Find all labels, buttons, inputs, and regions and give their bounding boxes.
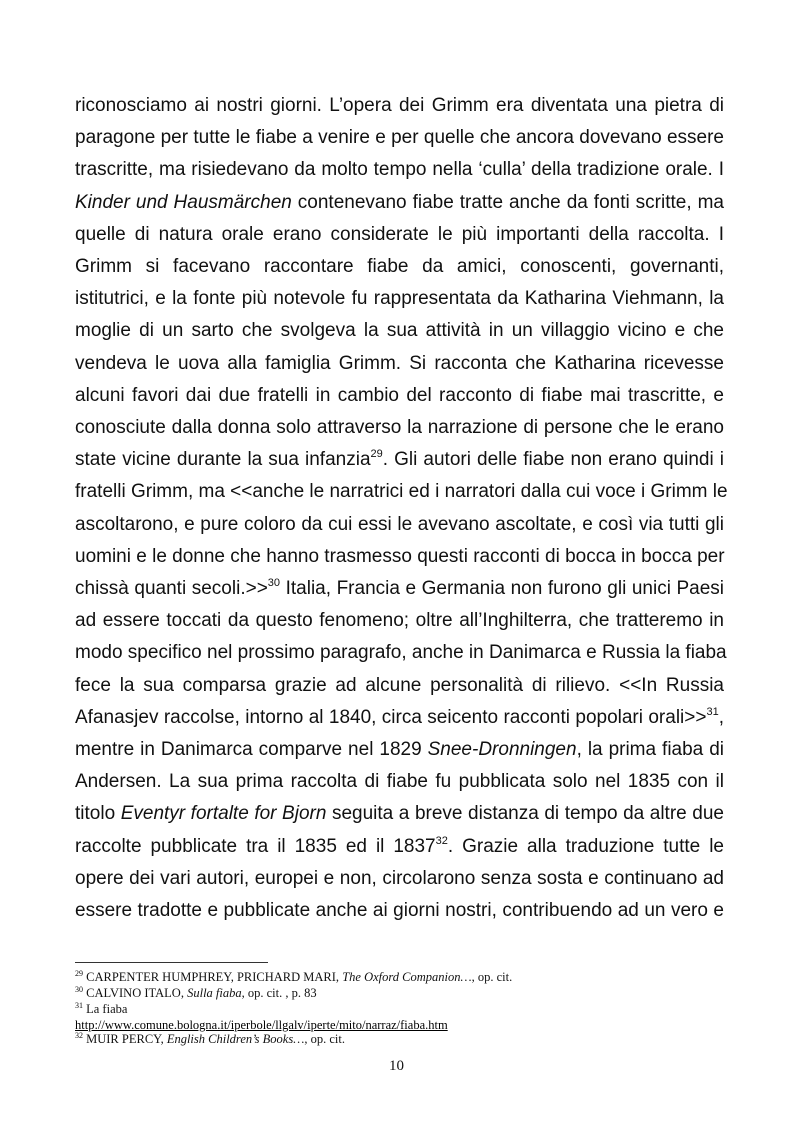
footnote-31 — [75, 1001, 715, 1017]
footnote-author: CALVINO ITALO, — [83, 986, 188, 1000]
body-line: Grimm si facevano raccontare fiabe da amici, conoscenti, governanti, — [75, 256, 724, 277]
body-line: ascoltarono, e pure coloro da cui essi le avevano ascoltate, e così via tutti gli — [75, 513, 724, 535]
footnote-text: La fiaba — [83, 1002, 128, 1016]
body-line: opere dei vari autori, europei e non, circolarono senza sosta e continuano ad — [75, 867, 724, 889]
footnote-number: 32 — [75, 1031, 83, 1040]
text-run: , — [718, 706, 724, 728]
footnote-reference: 30 — [267, 577, 281, 589]
footnote-tail: , op. cit. , p. 83 — [241, 986, 317, 1000]
body-line — [75, 734, 724, 766]
body-line: istitutrici, e la fonte più notevole fu rappresentata da Katharina Viehmann, la — [75, 288, 724, 310]
body-line: trascritte, ma risiedevano da molto tempo nella ‘culla’ della tradizione orale. I — [75, 159, 724, 181]
body-line: fratelli Grimm, ma <<anche le narratrici ed i narratori dalla cui voce i Grimm le — [75, 481, 728, 503]
footnote-number: 31 — [75, 1001, 83, 1010]
body-line — [75, 444, 724, 476]
body-line: paragone per tutte le fiabe a venire e per quelle che ancora dovevano essere — [75, 127, 724, 149]
body-line — [75, 831, 724, 863]
body-line — [75, 702, 724, 734]
body-line — [75, 573, 724, 605]
footnote-title: English Children’s Books… — [166, 1032, 305, 1046]
text-run: , la prima fiaba di — [576, 739, 724, 760]
body-line: ad essere toccati da questo fenomeno; oltre all’Inghilterra, che tratteremo in — [75, 610, 724, 632]
body-line — [75, 798, 724, 830]
text-run: contenevano fiabe tratte anche da fonti scritte, ma — [291, 191, 724, 213]
footnote-separator — [75, 962, 268, 963]
footnote-number: 30 — [75, 985, 83, 994]
text-run: chissà quanti secoli.>> — [75, 578, 268, 599]
body-line: quelle di natura orale erano considerate le più importanti della raccolta. I — [75, 223, 724, 245]
footnote-30 — [75, 985, 715, 1001]
text-run: raccolte pubblicate tra il 1835 ed il 1837 — [75, 835, 436, 857]
body-line: vendeva le uova alla famiglia Grimm. Si racconta che Katharina ricevesse — [75, 352, 724, 374]
footnote-title: Sulla fiaba — [187, 986, 242, 1000]
footnote-author: CARPENTER HUMPHREY, PRICHARD MARI, — [83, 970, 343, 984]
body-line: essere tradotte e pubblicate anche ai giorni nostri, contribuendo ad un vero e — [75, 900, 724, 921]
body-line: riconosciamo ai nostri giorni. L’opera dei Grimm era diventata una pietra di — [75, 95, 724, 116]
footnote-32 — [75, 1031, 715, 1047]
italic-title: Kinder und Hausmärchen — [75, 191, 292, 213]
italic-title: Snee-Dronningen — [427, 739, 577, 760]
text-run: seguita a breve distanza di tempo da altre due — [326, 803, 724, 825]
body-line: Andersen. La sua prima raccolta di fiabe fu pubblicata solo nel 1835 con il — [75, 771, 724, 793]
text-run: titolo — [75, 803, 121, 825]
text-run: . Grazie alla traduzione tutte le — [447, 835, 724, 857]
text-run: Italia, Francia e Germania non furono gli unici Paesi — [280, 578, 725, 599]
footnote-reference: 31 — [706, 705, 719, 718]
text-run: mentre in Danimarca comparve nel 1829 — [75, 739, 428, 760]
text-run: Afanasjev raccolse, intorno al 1840, circa seicento racconti popolari orali>> — [75, 706, 707, 728]
footnote-author: MUIR PERCY, — [83, 1032, 167, 1046]
body-line: fece la sua comparsa grazie ad alcune personalità di rilievo. <<In Russia — [75, 674, 724, 696]
text-run: . Gli autori delle fiabe non erano quindi i — [382, 449, 724, 471]
footnote-link[interactable]: http://www.comune.bologna.it/iperbole/llgalv/iperte/mito/narraz/fiaba.htm — [75, 1018, 448, 1032]
page-number: 10 — [389, 1058, 404, 1074]
footnote-reference: 32 — [435, 834, 448, 847]
italic-title: Eventyr fortalte for Bjorn — [120, 803, 327, 825]
body-line: moglie di un sarto che svolgeva la sua attività in un villaggio vicino e che — [75, 320, 724, 342]
footnote-29 — [75, 969, 715, 985]
footnote-reference: 29 — [370, 448, 383, 461]
body-line — [75, 187, 724, 219]
body-line: modo specifico nel prossimo paragrafo, anche in Danimarca e Russia la fiaba — [75, 642, 727, 664]
footnote-tail: , op. cit. — [471, 970, 513, 984]
footnote-number: 29 — [75, 969, 83, 978]
footnote-title: The Oxford Companion… — [342, 970, 472, 984]
body-line: uomini e le donne che hanno trasmesso questi racconti di bocca in bocca per — [75, 545, 725, 567]
footnote-tail: , op. cit. — [304, 1032, 345, 1046]
body-line: conosciute dalla donna solo attraverso la narrazione di persone che le erano — [75, 417, 724, 438]
text-run: state vicine durante la sua infanzia — [75, 449, 371, 471]
body-line: alcuni favori dai due fratelli in cambio del racconto di fiabe mai trascritte, e — [75, 384, 724, 406]
